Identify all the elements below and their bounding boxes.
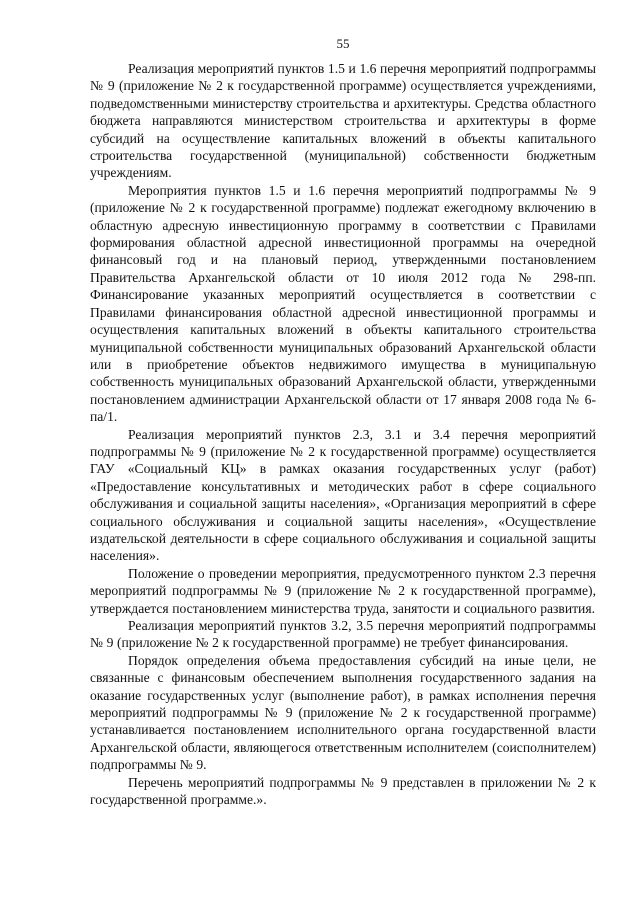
paragraph-5: Реализация мероприятий пунктов 3.2, 3.5 перечня мероприятий подпрограммы № 9 (приложение № 2 к государственной программе) не требует финансирования. <box>90 618 596 651</box>
page-number: 55 <box>336 36 350 51</box>
paragraph-7: Перечень мероприятий подпрограммы № 9 представлен в приложении № 2 к государственной программе.». <box>90 774 596 808</box>
paragraph-4: Положение о проведении мероприятия, предусмотренного пунктом 2.3 перечня мероприятий подпрограммы № 9 (приложение № 2 к государственной программе), утверждается постановлением министерства труда, занятости и социального развития. <box>90 565 596 616</box>
paragraph-1: Реализация мероприятий пунктов 1.5 и 1.6 перечня мероприятий подпрограммы № 9 (приложение № 2 к государственной программе) осуществляется учреждениями, подведомственными министерству строительства и архитектуры. Средства областного бюджета направляются министерством строительства и архитектуры в форме субсидий на осуществление капитальных вложений в объекты капитального строительства государственной (муниципальной) собственности бюджетным учреждениям. <box>90 61 596 181</box>
paragraph-6: Порядок определения объема предоставления субсидий на иные цели, не связанные с финансовым обеспечением выполнения государственного задания на оказание государственных услуг (выполнение работ), в рамках исполнения перечня мероприятий подпрограммы № 9 (приложение № 2 к государственной программе) устанавливается постановлением исполнительного органа государственной власти Архангельской области, являющегося ответственным исполнителем (соисполнителем) подпрограммы № 9. <box>90 652 596 773</box>
document-body <box>90 60 596 808</box>
document-page <box>90 0 596 905</box>
paragraph-2: Мероприятия пунктов 1.5 и 1.6 перечня мероприятий подпрограммы № 9 (приложение № 2 к государственной программе) подлежат ежегодному включению в областную адресную инвестиционную программу в соответствии с Правилами формирования областной адресной инвестиционной программы на очередной финансовый год и на плановый период, утвержденными постановлением Правительства Архангельской области от 10 июля 2012 года № 298-пп. Финансирование указанных мероприятий осуществляется в соответствии с Правилами финансирования областной адресной инвестиционной программы и осуществления капитальных вложений в объекты капитального строительства муниципальной собственности муниципальных образований Архангельской области или в приобретение объектов недвижимого имущества в муниципальную собственность муниципальных образований Архангельской области, утвержденными постановлением администрации Архангельской области от 17 января 2008 года № 6-па/1. <box>90 182 596 425</box>
paragraph-3: Реализация мероприятий пунктов 2.3, 3.1 и 3.4 перечня мероприятий подпрограммы № 9 (приложение № 2 к государственной программе) осуществляется ГАУ «Социальный КЦ» в рамках оказания государственных услуг (работ) «Предоставление консультативных и методических работ в сфере социального обслуживания и социальной защиты населения», «Организация мероприятий в сфере социального обслуживания и социальной защиты населения», «Осуществление издательской деятельности в сфере социального обслуживания и социальной защиты населения». <box>90 426 596 564</box>
